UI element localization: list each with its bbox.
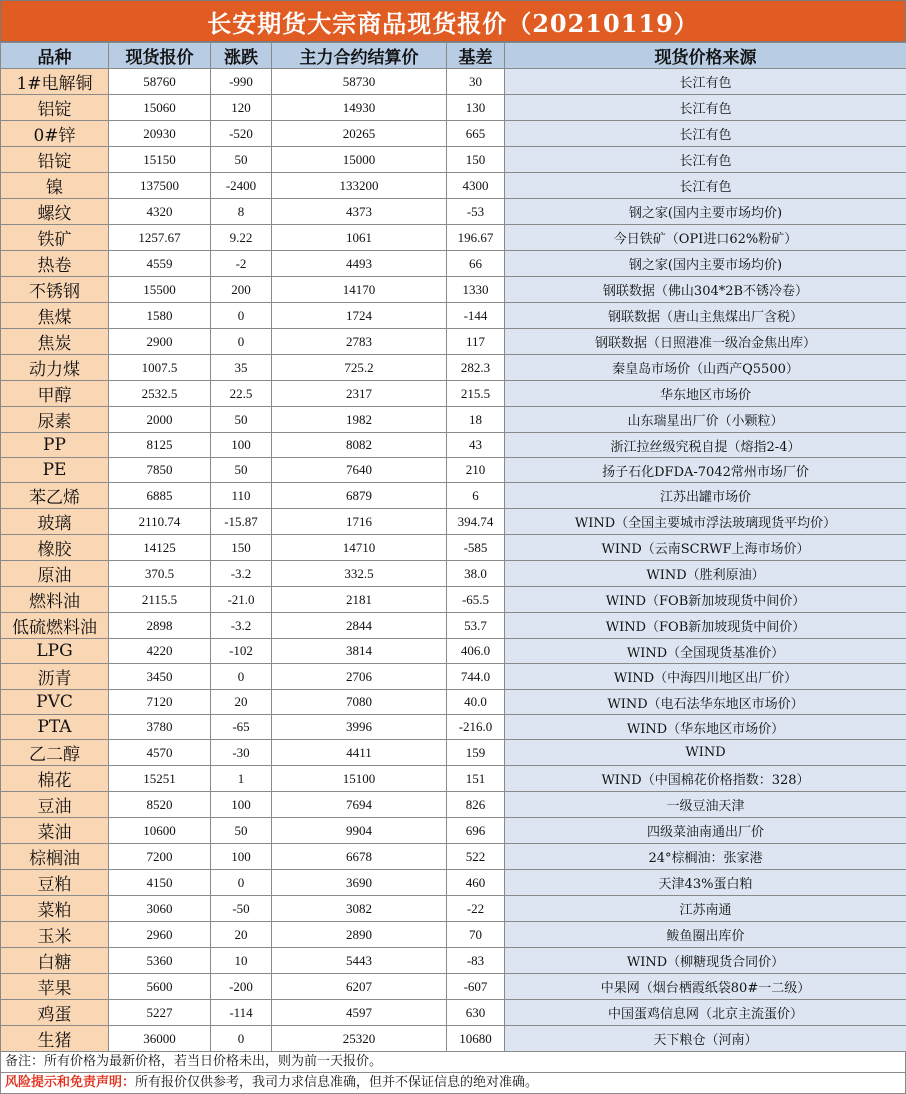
cell-change: -114: [211, 1000, 272, 1026]
table-row: [1, 922, 906, 948]
cell-spot-price: 2900: [109, 329, 211, 355]
cell-basis: 665: [447, 121, 505, 147]
cell-basis: 10680: [447, 1026, 505, 1052]
cell-change: 100: [211, 792, 272, 818]
table-row: [1, 561, 906, 587]
cell-basis: 196.67: [447, 225, 505, 251]
cell-variety: 棕榈油: [1, 844, 109, 870]
header-price-source: 现货价格来源: [505, 43, 906, 69]
table-row: [1, 95, 906, 121]
table-row: [1, 587, 906, 613]
table-row: [1, 792, 906, 818]
cell-change: 0: [211, 870, 272, 896]
cell-change: -990: [211, 69, 272, 95]
cell-change: 9.22: [211, 225, 272, 251]
cell-spot-price: 15060: [109, 95, 211, 121]
table-row: [1, 844, 906, 870]
cell-variety: 白糖: [1, 948, 109, 974]
disclaimer-lead: 风险提示和免责声明：: [5, 1075, 135, 1090]
table-row: [1, 974, 906, 1000]
cell-basis: -53: [447, 199, 505, 225]
cell-variety: 玻璃: [1, 509, 109, 535]
cell-basis: 630: [447, 1000, 505, 1026]
cell-change: -3.2: [211, 613, 272, 639]
cell-spot-price: 4559: [109, 251, 211, 277]
cell-basis: -83: [447, 948, 505, 974]
table-row: [1, 69, 906, 95]
cell-settlement-price: 4597: [272, 1000, 447, 1026]
cell-change: 0: [211, 303, 272, 329]
table-row: [1, 355, 906, 381]
cell-spot-price: 4570: [109, 740, 211, 766]
cell-variety: 尿素: [1, 407, 109, 433]
table-header-row: [1, 43, 906, 69]
cell-settlement-price: 3996: [272, 715, 447, 740]
cell-settlement-price: 2181: [272, 587, 447, 613]
cell-basis: 70: [447, 922, 505, 948]
cell-change: 0: [211, 1026, 272, 1052]
cell-price-source: 四级菜油南通出厂价: [505, 818, 906, 844]
table-row: [1, 483, 906, 509]
cell-basis: -144: [447, 303, 505, 329]
table-row: [1, 613, 906, 639]
cell-settlement-price: 4493: [272, 251, 447, 277]
table-row: [1, 277, 906, 303]
cell-settlement-price: 2783: [272, 329, 447, 355]
cell-spot-price: 8520: [109, 792, 211, 818]
cell-spot-price: 15500: [109, 277, 211, 303]
cell-variety: PP: [1, 433, 109, 458]
cell-variety: PTA: [1, 715, 109, 740]
cell-basis: 4300: [447, 173, 505, 199]
cell-settlement-price: 2890: [272, 922, 447, 948]
page-title: 长安期货大宗商品现货报价（20210119）: [0, 0, 906, 42]
table-row: [1, 329, 906, 355]
cell-price-source: 长江有色: [505, 69, 906, 95]
cell-price-source: 钢联数据（佛山304*2B不锈冷卷）: [505, 277, 906, 303]
cell-spot-price: 3060: [109, 896, 211, 922]
table-row: [1, 433, 906, 458]
table-row: [1, 535, 906, 561]
header-variety: 品种: [1, 43, 109, 69]
cell-price-source: 钢联数据（唐山主焦煤出厂含税）: [505, 303, 906, 329]
cell-variety: 橡胶: [1, 535, 109, 561]
cell-spot-price: 3450: [109, 664, 211, 690]
header-settlement-price: 主力合约结算价: [272, 43, 447, 69]
cell-basis: 744.0: [447, 664, 505, 690]
table-row: [1, 690, 906, 715]
cell-price-source: 秦皇岛市场价（山西产Q5500）: [505, 355, 906, 381]
cell-basis: 38.0: [447, 561, 505, 587]
table-body: [1, 69, 906, 1052]
table-row: [1, 896, 906, 922]
cell-change: -50: [211, 896, 272, 922]
cell-basis: 30: [447, 69, 505, 95]
cell-variety: 苹果: [1, 974, 109, 1000]
cell-variety: 菜粕: [1, 896, 109, 922]
cell-settlement-price: 25320: [272, 1026, 447, 1052]
cell-basis: 826: [447, 792, 505, 818]
cell-spot-price: 20930: [109, 121, 211, 147]
cell-basis: 151: [447, 766, 505, 792]
cell-settlement-price: 14710: [272, 535, 447, 561]
cell-spot-price: 10600: [109, 818, 211, 844]
cell-basis: 130: [447, 95, 505, 121]
cell-basis: 159: [447, 740, 505, 766]
cell-basis: -585: [447, 535, 505, 561]
cell-basis: 150: [447, 147, 505, 173]
cell-change: 35: [211, 355, 272, 381]
cell-price-source: 山东瑞星出厂价（小颗粒）: [505, 407, 906, 433]
cell-variety: 豆粕: [1, 870, 109, 896]
cell-spot-price: 7850: [109, 458, 211, 483]
cell-price-source: 长江有色: [505, 147, 906, 173]
cell-price-source: WIND（全国现货基准价）: [505, 639, 906, 664]
cell-change: 22.5: [211, 381, 272, 407]
cell-variety: 乙二醇: [1, 740, 109, 766]
cell-variety: 焦煤: [1, 303, 109, 329]
cell-basis: -22: [447, 896, 505, 922]
cell-basis: 394.74: [447, 509, 505, 535]
cell-settlement-price: 15100: [272, 766, 447, 792]
cell-variety: 低硫燃料油: [1, 613, 109, 639]
cell-spot-price: 4320: [109, 199, 211, 225]
cell-settlement-price: 7640: [272, 458, 447, 483]
cell-settlement-price: 6207: [272, 974, 447, 1000]
header-spot-price: 现货报价: [109, 43, 211, 69]
cell-variety: 豆油: [1, 792, 109, 818]
cell-settlement-price: 9904: [272, 818, 447, 844]
cell-variety: 铁矿: [1, 225, 109, 251]
cell-price-source: 长江有色: [505, 121, 906, 147]
cell-spot-price: 1580: [109, 303, 211, 329]
cell-price-source: 一级豆油天津: [505, 792, 906, 818]
table-row: [1, 251, 906, 277]
cell-change: -2: [211, 251, 272, 277]
cell-price-source: WIND（柳糖现货合同价）: [505, 948, 906, 974]
cell-variety: 0#锌: [1, 121, 109, 147]
cell-settlement-price: 725.2: [272, 355, 447, 381]
cell-settlement-price: 3082: [272, 896, 447, 922]
cell-change: 8: [211, 199, 272, 225]
cell-spot-price: 3780: [109, 715, 211, 740]
cell-variety: 燃料油: [1, 587, 109, 613]
cell-change: 200: [211, 277, 272, 303]
cell-basis: 696: [447, 818, 505, 844]
cell-spot-price: 2115.5: [109, 587, 211, 613]
cell-change: -21.0: [211, 587, 272, 613]
cell-variety: 沥青: [1, 664, 109, 690]
cell-spot-price: 2960: [109, 922, 211, 948]
cell-basis: 117: [447, 329, 505, 355]
cell-spot-price: 5227: [109, 1000, 211, 1026]
cell-change: -520: [211, 121, 272, 147]
cell-settlement-price: 1982: [272, 407, 447, 433]
cell-settlement-price: 133200: [272, 173, 447, 199]
cell-change: 100: [211, 433, 272, 458]
cell-spot-price: 1257.67: [109, 225, 211, 251]
cell-settlement-price: 1724: [272, 303, 447, 329]
cell-spot-price: 1007.5: [109, 355, 211, 381]
cell-spot-price: 4150: [109, 870, 211, 896]
cell-spot-price: 58760: [109, 69, 211, 95]
table-row: [1, 173, 906, 199]
cell-settlement-price: 3690: [272, 870, 447, 896]
cell-settlement-price: 6879: [272, 483, 447, 509]
cell-variety: 棉花: [1, 766, 109, 792]
table-row: [1, 1000, 906, 1026]
cell-variety: 苯乙烯: [1, 483, 109, 509]
disclaimer: [1, 1073, 905, 1093]
table-row: [1, 870, 906, 896]
cell-spot-price: 5360: [109, 948, 211, 974]
footnote: 备注：所有价格为最新价格，若当日价格未出，则为前一天报价。: [1, 1052, 905, 1073]
cell-variety: PE: [1, 458, 109, 483]
cell-basis: 522: [447, 844, 505, 870]
cell-price-source: 扬子石化DFDA-7042常州市场厂价: [505, 458, 906, 483]
cell-settlement-price: 1716: [272, 509, 447, 535]
cell-price-source: 天下粮仓（河南）: [505, 1026, 906, 1052]
cell-price-source: WIND（胜利原油）: [505, 561, 906, 587]
cell-price-source: WIND（FOB新加坡现货中间价）: [505, 587, 906, 613]
cell-settlement-price: 7694: [272, 792, 447, 818]
cell-spot-price: 14125: [109, 535, 211, 561]
cell-change: 110: [211, 483, 272, 509]
cell-spot-price: 137500: [109, 173, 211, 199]
cell-price-source: 中国蛋鸡信息网（北京主流蛋价）: [505, 1000, 906, 1026]
cell-variety: 菜油: [1, 818, 109, 844]
cell-change: 50: [211, 458, 272, 483]
cell-price-source: WIND（中国棉花价格指数：328）: [505, 766, 906, 792]
cell-spot-price: 7120: [109, 690, 211, 715]
cell-price-source: 钢之家(国内主要市场均价): [505, 199, 906, 225]
cell-change: -102: [211, 639, 272, 664]
cell-change: 120: [211, 95, 272, 121]
cell-spot-price: 2000: [109, 407, 211, 433]
cell-spot-price: 7200: [109, 844, 211, 870]
cell-settlement-price: 6678: [272, 844, 447, 870]
cell-basis: 40.0: [447, 690, 505, 715]
header-basis: 基差: [447, 43, 505, 69]
cell-basis: 282.3: [447, 355, 505, 381]
cell-change: -30: [211, 740, 272, 766]
cell-price-source: 鲅鱼圈出库价: [505, 922, 906, 948]
cell-change: -2400: [211, 173, 272, 199]
price-table: [0, 42, 906, 1052]
cell-variety: 动力煤: [1, 355, 109, 381]
cell-basis: 53.7: [447, 613, 505, 639]
cell-settlement-price: 3814: [272, 639, 447, 664]
cell-spot-price: 2532.5: [109, 381, 211, 407]
cell-spot-price: 4220: [109, 639, 211, 664]
cell-basis: 210: [447, 458, 505, 483]
cell-spot-price: 2110.74: [109, 509, 211, 535]
cell-settlement-price: 4373: [272, 199, 447, 225]
cell-basis: 66: [447, 251, 505, 277]
cell-variety: 玉米: [1, 922, 109, 948]
cell-settlement-price: 2317: [272, 381, 447, 407]
cell-price-source: 长江有色: [505, 95, 906, 121]
table-row: [1, 225, 906, 251]
cell-basis: -65.5: [447, 587, 505, 613]
cell-settlement-price: 20265: [272, 121, 447, 147]
cell-price-source: 24°棕榈油：张家港: [505, 844, 906, 870]
footer: [0, 1052, 906, 1094]
cell-change: 1: [211, 766, 272, 792]
cell-change: 0: [211, 329, 272, 355]
cell-variety: 铅锭: [1, 147, 109, 173]
table-row: [1, 639, 906, 664]
cell-settlement-price: 2844: [272, 613, 447, 639]
cell-change: 20: [211, 690, 272, 715]
cell-basis: 18: [447, 407, 505, 433]
table-row: [1, 766, 906, 792]
cell-settlement-price: 2706: [272, 664, 447, 690]
cell-variety: 铝锭: [1, 95, 109, 121]
cell-change: 50: [211, 147, 272, 173]
cell-spot-price: 8125: [109, 433, 211, 458]
cell-change: -65: [211, 715, 272, 740]
cell-price-source: WIND（云南SCRWF上海市场价）: [505, 535, 906, 561]
table-row: [1, 715, 906, 740]
cell-settlement-price: 14170: [272, 277, 447, 303]
table-row: [1, 509, 906, 535]
cell-settlement-price: 14930: [272, 95, 447, 121]
cell-basis: -216.0: [447, 715, 505, 740]
cell-settlement-price: 1061: [272, 225, 447, 251]
disclaimer-text: 所有报价仅供参考，我司力求信息准确，但并不保证信息的绝对准确。: [135, 1075, 538, 1090]
cell-price-source: 中果网（烟台栖霞纸袋80#一二级）: [505, 974, 906, 1000]
table-row: [1, 948, 906, 974]
cell-variety: 原油: [1, 561, 109, 587]
cell-basis: 1330: [447, 277, 505, 303]
cell-price-source: WIND: [505, 740, 906, 766]
table-row: [1, 199, 906, 225]
cell-change: 50: [211, 818, 272, 844]
table-row: [1, 381, 906, 407]
cell-change: 0: [211, 664, 272, 690]
cell-variety: 1#电解铜: [1, 69, 109, 95]
cell-change: -200: [211, 974, 272, 1000]
cell-price-source: WIND（电石法华东地区市场价）: [505, 690, 906, 715]
cell-settlement-price: 15000: [272, 147, 447, 173]
cell-variety: 鸡蛋: [1, 1000, 109, 1026]
cell-spot-price: 2898: [109, 613, 211, 639]
cell-spot-price: 15251: [109, 766, 211, 792]
table-row: [1, 740, 906, 766]
table-row: [1, 147, 906, 173]
cell-price-source: 浙江拉丝级究税自提（熔指2-4）: [505, 433, 906, 458]
cell-basis: 215.5: [447, 381, 505, 407]
cell-change: 50: [211, 407, 272, 433]
cell-price-source: 长江有色: [505, 173, 906, 199]
cell-price-source: 天津43%蛋白粕: [505, 870, 906, 896]
cell-change: 20: [211, 922, 272, 948]
table-row: [1, 458, 906, 483]
cell-change: -15.87: [211, 509, 272, 535]
cell-spot-price: 36000: [109, 1026, 211, 1052]
cell-price-source: WIND（中海四川地区出厂价）: [505, 664, 906, 690]
cell-change: 10: [211, 948, 272, 974]
cell-spot-price: 15150: [109, 147, 211, 173]
cell-settlement-price: 332.5: [272, 561, 447, 587]
cell-variety: 镍: [1, 173, 109, 199]
cell-spot-price: 6885: [109, 483, 211, 509]
cell-settlement-price: 5443: [272, 948, 447, 974]
cell-variety: PVC: [1, 690, 109, 715]
cell-basis: 406.0: [447, 639, 505, 664]
cell-variety: LPG: [1, 639, 109, 664]
cell-change: 150: [211, 535, 272, 561]
cell-basis: -607: [447, 974, 505, 1000]
table-row: [1, 407, 906, 433]
cell-price-source: 江苏南通: [505, 896, 906, 922]
cell-basis: 43: [447, 433, 505, 458]
cell-variety: 不锈钢: [1, 277, 109, 303]
header-change: 涨跌: [211, 43, 272, 69]
cell-change: 100: [211, 844, 272, 870]
cell-variety: 螺纹: [1, 199, 109, 225]
cell-variety: 生猪: [1, 1026, 109, 1052]
table-row: [1, 818, 906, 844]
cell-settlement-price: 58730: [272, 69, 447, 95]
cell-variety: 甲醇: [1, 381, 109, 407]
cell-variety: 焦炭: [1, 329, 109, 355]
table-row: [1, 303, 906, 329]
cell-basis: 460: [447, 870, 505, 896]
cell-spot-price: 370.5: [109, 561, 211, 587]
cell-price-source: WIND（全国主要城市浮法玻璃现货平均价）: [505, 509, 906, 535]
cell-spot-price: 5600: [109, 974, 211, 1000]
cell-settlement-price: 8082: [272, 433, 447, 458]
cell-variety: 热卷: [1, 251, 109, 277]
cell-price-source: 江苏出罐市场价: [505, 483, 906, 509]
cell-settlement-price: 7080: [272, 690, 447, 715]
cell-basis: 6: [447, 483, 505, 509]
table-row: [1, 121, 906, 147]
cell-change: -3.2: [211, 561, 272, 587]
table-row: [1, 1026, 906, 1052]
cell-price-source: WIND（FOB新加坡现货中间价）: [505, 613, 906, 639]
cell-price-source: 今日铁矿（OPI进口62%粉矿）: [505, 225, 906, 251]
cell-price-source: 华东地区市场价: [505, 381, 906, 407]
table-row: [1, 664, 906, 690]
cell-price-source: WIND（华东地区市场价）: [505, 715, 906, 740]
cell-price-source: 钢联数据（日照港准一级冶金焦出库）: [505, 329, 906, 355]
cell-settlement-price: 4411: [272, 740, 447, 766]
cell-price-source: 钢之家(国内主要市场均价): [505, 251, 906, 277]
